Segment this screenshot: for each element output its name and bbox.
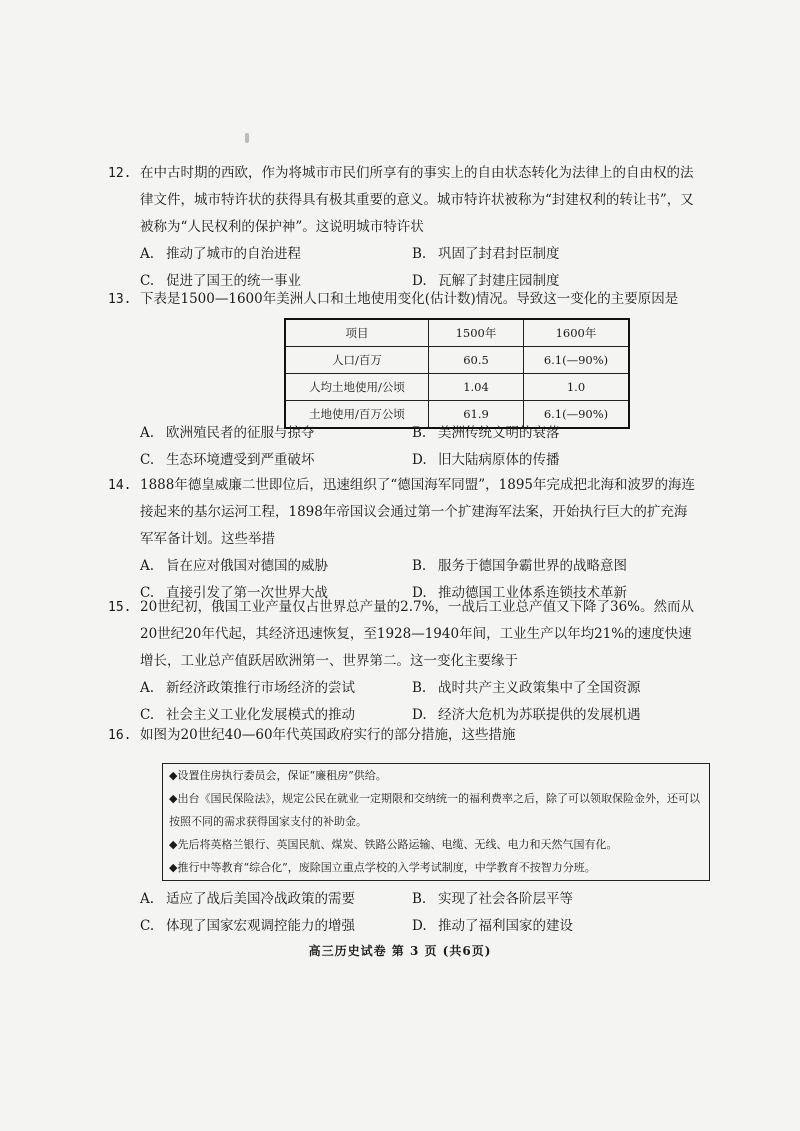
option-a [140,553,412,580]
question-13-options [140,420,700,474]
table-header: 1500年 [429,319,524,347]
option-letter: B. [412,891,427,907]
options [140,420,700,474]
table-header: 1600年 [524,319,630,347]
measures-box [162,763,710,881]
option-a [140,675,412,702]
question-number: 13. [108,292,132,307]
table-row [285,347,629,374]
options [140,675,700,729]
table-header: 项目 [285,319,429,347]
table-cell: 61.9 [429,401,524,429]
question-stem: 如图为20世纪40—60年代英国政府实行的部分措施，这些措施 [140,727,516,743]
option-text: 适应了战后美国冷战政策的需要 [166,891,355,907]
option-letter: D. [412,273,427,289]
option-letter: D. [412,585,427,601]
option-text: 生态环境遭受到严重破坏 [166,452,315,468]
option-letter: D. [412,452,427,468]
option-letter: A. [140,425,155,441]
scan-smudge [245,133,249,143]
option-text: 新经济政策推行市场经济的尝试 [166,680,355,696]
option-text: 推动了福利国家的建设 [438,918,573,934]
question-stem: 20世纪初，俄国工业产量仅占世界总产量的2.7%，一战后工业总产值又下降了36%。然而从20世纪20年代起，其经济迅速恢复，至1928—1940年间，工业生产以年均21%的速度快速增长，工业总产值跃居欧洲第一、世界第二。这一变化主要缘于 [140,599,694,669]
question-number: 14. [108,478,132,493]
table-cell: 1.04 [429,374,524,401]
table-cell: 60.5 [429,347,524,374]
option-c [140,447,412,474]
question-13 [108,286,700,313]
option-letter: C. [140,585,155,601]
option-text: 体现了国家宏观调控能力的增强 [166,918,355,934]
option-text: 服务于德国争霸世界的战略意图 [438,558,627,574]
question-stem: 在中古时期的西欧，作为将城市市民们所享有的事实上的自由状态转化为法律上的自由权的法律文件，城市特许状的获得具有极其重要的意义。城市特许状被称为“封建权利的转让书”，又被称为“人民权利的保护神”。这说明城市特许状 [140,165,694,235]
option-text: 战时共产主义政策集中了全国资源 [438,680,641,696]
option-text: 巩固了封君封臣制度 [438,246,560,262]
option-text: 实现了社会各阶层平等 [438,891,573,907]
option-letter: B. [412,558,427,574]
question-number: 15. [108,600,132,615]
option-text: 社会主义工业化发展模式的推动 [166,707,355,723]
option-letter: C. [140,273,155,289]
question-number: 12. [108,166,132,181]
option-text: 经济大危机为苏联提供的发展机遇 [438,707,641,723]
table-cell: 6.1(—90%) [524,347,630,374]
question-16 [108,722,700,749]
measure-item: ◆先后将英格兰银行、英国民航、煤炭、铁路公路运输、电缆、无线、电力和天然气国有化。 [169,838,618,851]
option-b [412,241,684,268]
option-a [140,886,412,913]
table-cell: 土地使用/百万公顷 [285,401,429,429]
measure-item: ◆出台《国民保险法》，规定公民在就业一定期限和交纳统一的福利费率之后，除了可以领取保险金外，还可以按照不同的需求获得国家支付的补助金。 [169,792,700,828]
question-12 [108,160,700,295]
population-table [284,318,630,429]
table-cell: 人口/百万 [285,347,429,374]
measure-item: ◆推行中等教育“综合化”，废除国立重点学校的入学考试制度，中学教育不按智力分班。 [169,861,596,874]
option-text: 旧大陆病原体的传播 [438,452,560,468]
option-b [412,675,684,702]
option-letter: D. [412,918,427,934]
option-a [140,241,412,268]
table-cell: 1.0 [524,374,630,401]
question-14 [108,472,700,607]
table-cell: 人均土地使用/公顷 [285,374,429,401]
option-text: 欧洲殖民者的征服与掠夺 [166,425,315,441]
option-letter: B. [412,680,427,696]
table-header-row [285,319,629,347]
option-text: 推动德国工业体系连锁技术革新 [438,585,627,601]
question-15 [108,594,700,729]
option-letter: C. [140,918,155,934]
option-b [412,420,684,447]
option-letter: D. [412,707,427,723]
option-c [140,913,412,940]
option-text: 直接引发了第一次世界大战 [166,585,328,601]
option-text: 美洲传统文明的衰落 [438,425,560,441]
question-stem: 下表是1500—1600年美洲人口和土地使用变化(估计数)情况。导致这一变化的主要原因是 [140,291,679,307]
option-letter: A. [140,558,155,574]
option-b [412,553,684,580]
question-number: 16. [108,728,132,743]
options [140,886,700,940]
option-text: 促进了国王的统一事业 [166,273,301,289]
option-letter: A. [140,680,155,696]
option-d [412,447,684,474]
option-letter: C. [140,707,155,723]
option-a [140,420,412,447]
option-text: 瓦解了封建庄园制度 [438,273,560,289]
option-letter: A. [140,891,155,907]
option-text: 旨在应对俄国对德国的威胁 [166,558,328,574]
option-letter: C. [140,452,155,468]
table-cell: 6.1(—90%) [524,401,630,429]
page-footer: 高三历史试卷 第 3 页 (共6页) [308,944,492,958]
option-letter: B. [412,425,427,441]
measure-item: ◆设置住房执行委员会，保证“廉租房”供给。 [169,769,387,782]
option-text: 推动了城市的自治进程 [166,246,301,262]
option-d [412,913,684,940]
question-16-options [140,886,700,940]
table-row [285,374,629,401]
option-b [412,886,684,913]
option-letter: A. [140,246,155,262]
question-stem: 1888年德皇威廉二世即位后，迅速组织了“德国海军同盟”，1895年完成把北海和波罗的海连接起来的基尔运河工程，1898年帝国议会通过第一个扩建海军法案，开始执行巨大的扩充海军军备计划。这些举措 [140,477,696,547]
option-letter: B. [412,246,427,262]
